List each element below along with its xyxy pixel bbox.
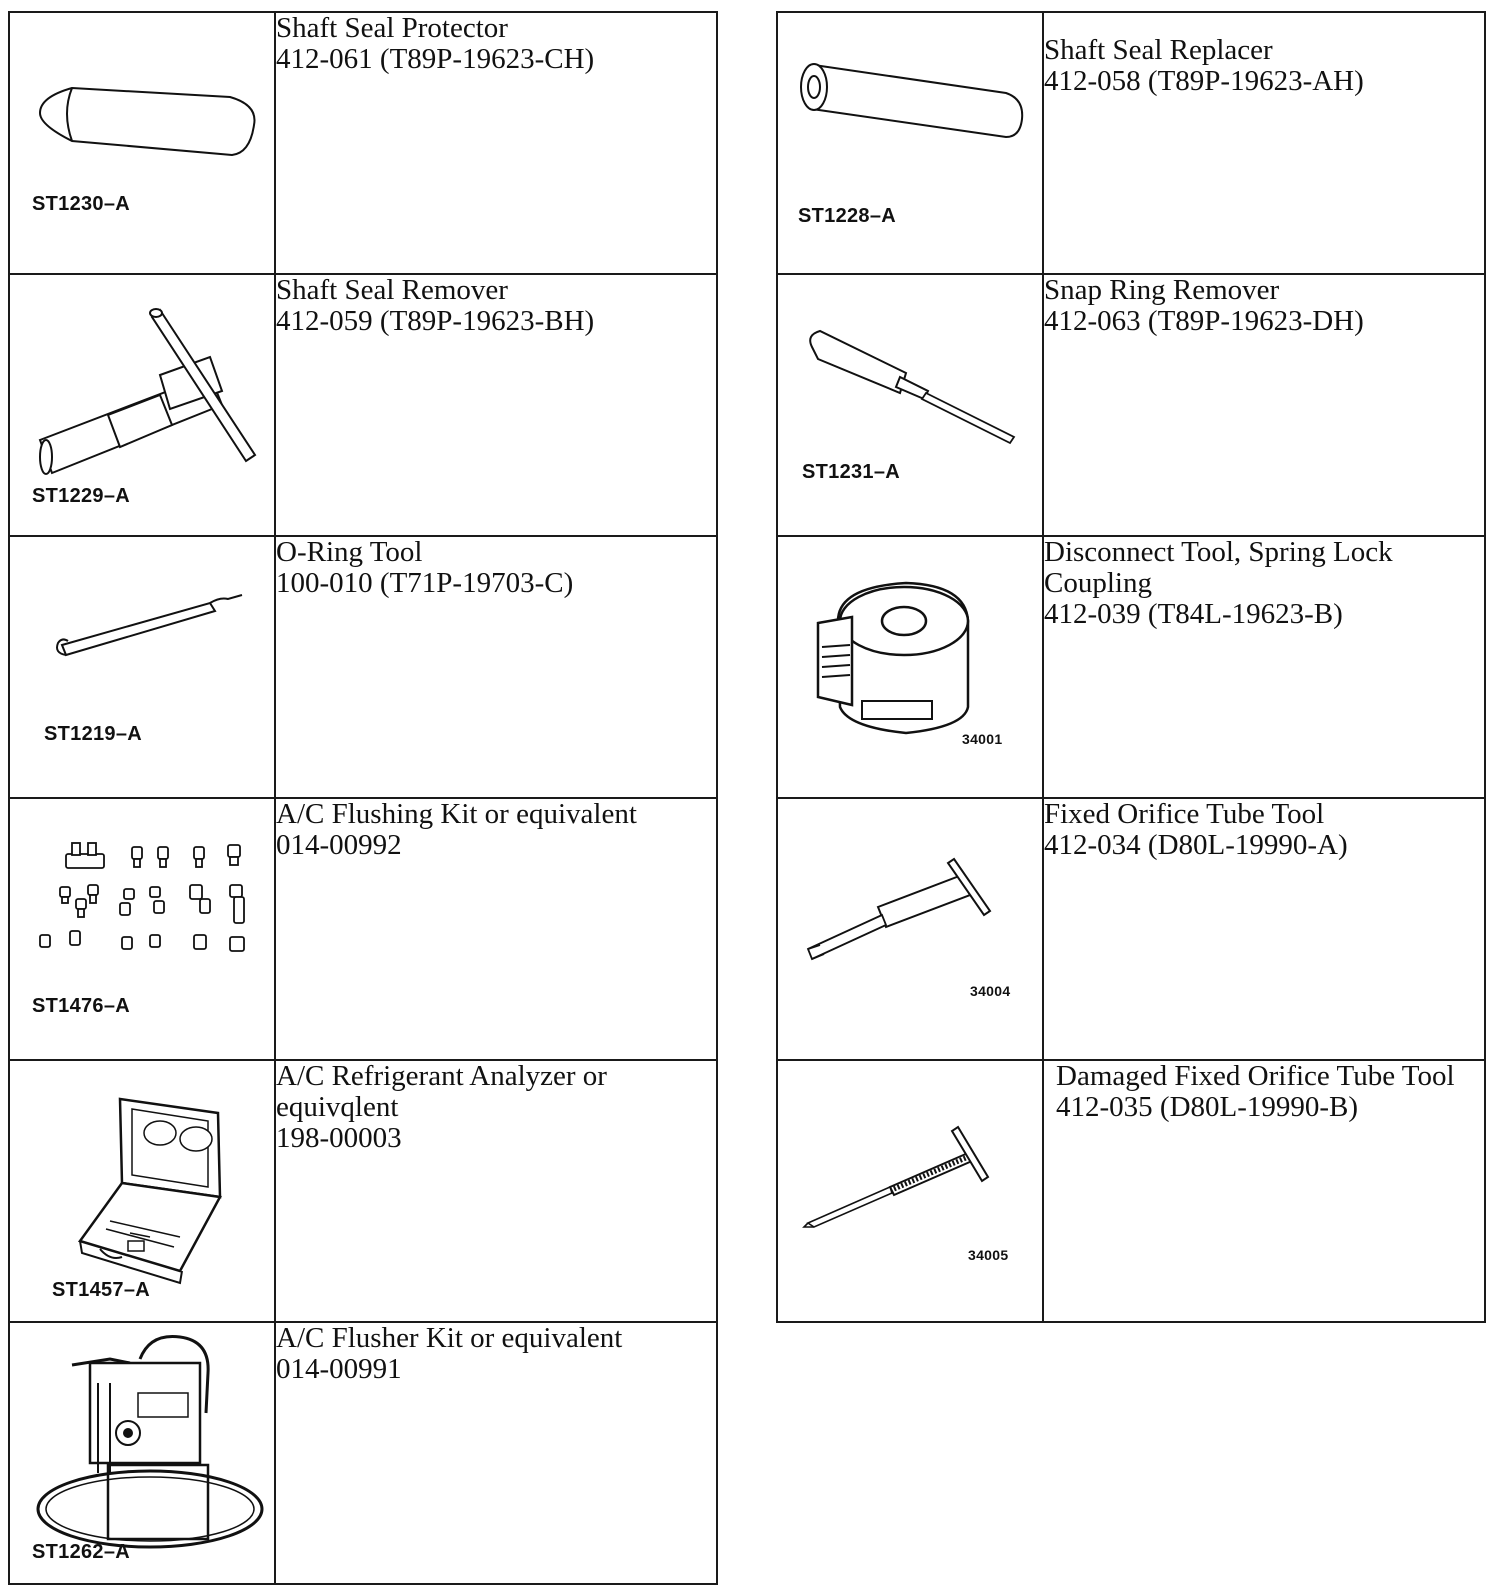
- tool-name-line2: equivqlent: [276, 1091, 399, 1123]
- tool-row: [9, 274, 717, 536]
- tool-number: 412-039 (T84L-19623-B): [1044, 598, 1343, 630]
- tool-illustration-cell: [9, 12, 275, 274]
- o-ring-tool-icon: [10, 537, 272, 799]
- orifice-tube-tool-icon: [778, 799, 1040, 1061]
- tool-illustration-cell: [9, 536, 275, 798]
- tool-illustration-cell: [777, 536, 1043, 798]
- tool-row: [9, 12, 717, 274]
- tool-row: [9, 536, 717, 798]
- tool-row: [9, 798, 717, 1060]
- tool-number: 412-059 (T89P-19623-BH): [276, 305, 595, 337]
- tool-name: Shaft Seal Protector: [276, 12, 508, 44]
- tool-number: 014-00992: [276, 829, 402, 861]
- tool-name: A/C Flushing Kit or equivalent: [276, 798, 637, 830]
- tool-number: 412-063 (T89P-19623-DH): [1044, 305, 1364, 337]
- tool-number: 412-061 (T89P-19623-CH): [276, 43, 595, 75]
- tool-name-line1: A/C Refrigerant Analyzer or: [276, 1060, 607, 1092]
- tool-description: [1043, 274, 1485, 536]
- figure-code: ST1476–A: [32, 995, 131, 1017]
- tool-illustration-cell: [777, 274, 1043, 536]
- tool-row: [777, 536, 1485, 798]
- right-tools-table: [776, 11, 1486, 1323]
- tool-illustration-cell: [9, 1060, 275, 1322]
- tool-illustration-cell: [777, 12, 1043, 274]
- tool-illustration-cell: [777, 1060, 1043, 1322]
- figure-code: ST1230–A: [32, 193, 131, 215]
- figure-code: ST1262–A: [32, 1541, 131, 1563]
- flushing-kit-fittings-icon: [10, 799, 272, 1061]
- tool-name-line2: Coupling: [1044, 567, 1152, 599]
- tool-description: [275, 1060, 717, 1322]
- tool-description: [275, 274, 717, 536]
- tool-name: Damaged Fixed Orifice Tube Tool: [1056, 1060, 1455, 1092]
- tool-name: O-Ring Tool: [276, 536, 423, 568]
- tool-illustration-cell: [9, 274, 275, 536]
- tool-description: [1043, 1060, 1485, 1322]
- figure-code: ST1231–A: [802, 461, 901, 483]
- snap-ring-remover-icon: [778, 275, 1040, 537]
- tool-illustration-cell: [9, 798, 275, 1060]
- damaged-orifice-tube-tool-icon: [778, 1061, 1040, 1323]
- tool-row: [9, 1322, 717, 1584]
- figure-code: 34001: [962, 731, 1003, 747]
- tool-name: Shaft Seal Remover: [276, 274, 508, 306]
- tool-name-line1: Disconnect Tool, Spring Lock: [1044, 536, 1393, 568]
- tool-number: 198-00003: [276, 1122, 402, 1154]
- figure-code: ST1219–A: [44, 723, 143, 745]
- figure-code: ST1228–A: [798, 205, 897, 227]
- tool-name: A/C Flusher Kit or equivalent: [276, 1322, 623, 1354]
- tool-description: [275, 1322, 717, 1584]
- figure-code: ST1457–A: [52, 1279, 151, 1301]
- tool-number: 412-058 (T89P-19623-AH): [1044, 65, 1364, 97]
- tool-description: [275, 536, 717, 798]
- tool-row: [777, 798, 1485, 1060]
- shaft-seal-replacer-icon: [778, 13, 1040, 275]
- spring-lock-disconnect-tool-icon: [778, 537, 1040, 799]
- tool-name: Fixed Orifice Tube Tool: [1044, 798, 1325, 830]
- shaft-seal-protector-icon: [10, 13, 272, 275]
- left-tools-table: [8, 11, 718, 1585]
- tool-row: [9, 1060, 717, 1322]
- tool-illustration-cell: [9, 1322, 275, 1584]
- figure-code: 34004: [970, 983, 1011, 999]
- tool-description: [275, 12, 717, 274]
- figure-code: 34005: [968, 1247, 1009, 1263]
- tool-number: 100-010 (T71P-19703-C): [276, 567, 574, 599]
- tool-name: Snap Ring Remover: [1044, 274, 1280, 306]
- tool-description: [275, 798, 717, 1060]
- tool-name: Shaft Seal Replacer: [1044, 34, 1273, 66]
- tool-illustration-cell: [777, 798, 1043, 1060]
- tool-row: [777, 1060, 1485, 1322]
- tool-row: [777, 274, 1485, 536]
- tool-row: [777, 12, 1485, 274]
- figure-code: ST1229–A: [32, 485, 131, 507]
- tool-description: [1043, 798, 1485, 1060]
- tool-number: 412-035 (D80L-19990-B): [1056, 1091, 1359, 1123]
- tool-description: [1043, 12, 1485, 274]
- tool-number: 014-00991: [276, 1353, 402, 1385]
- tool-number: 412-034 (D80L-19990-A): [1044, 829, 1348, 861]
- tool-description: [1043, 536, 1485, 798]
